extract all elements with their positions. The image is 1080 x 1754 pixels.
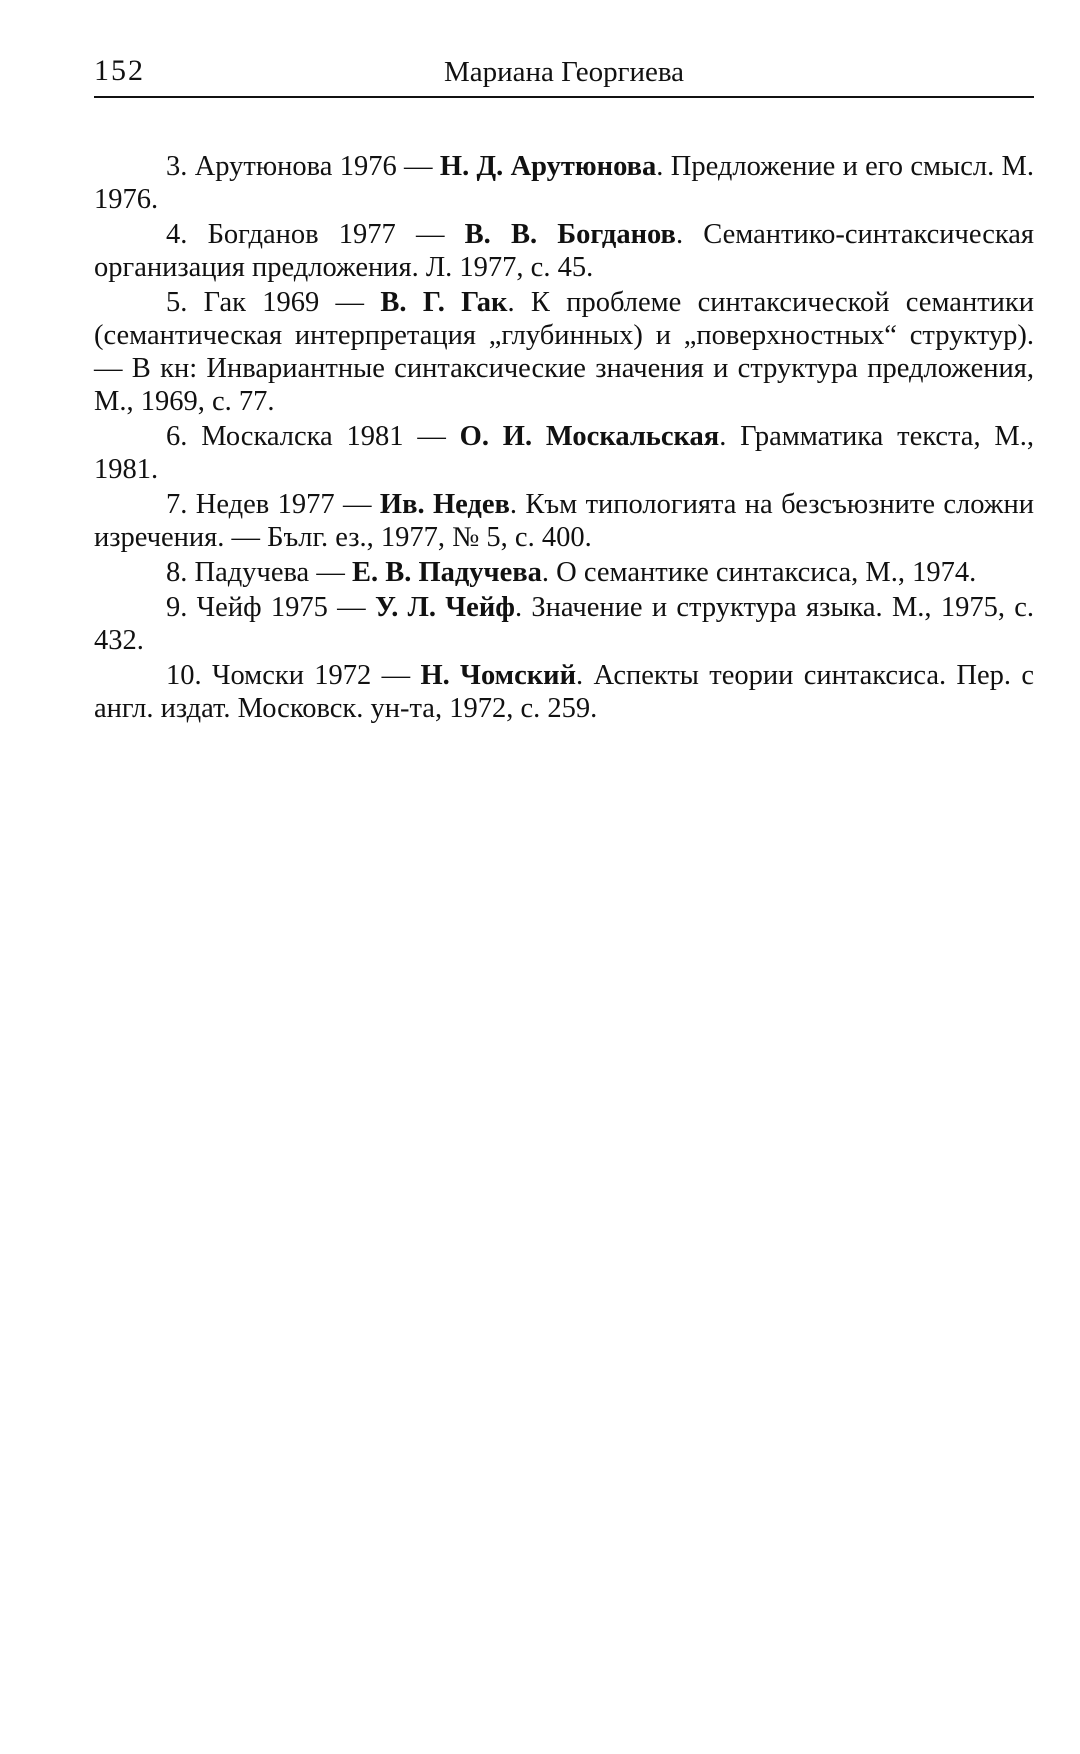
reference-details: . Семантико-синтаксическая организация предложения. Л. 1977, с. 45. (94, 219, 1035, 283)
reference-item (94, 659, 1034, 725)
reference-author: В. Г. Гак (380, 287, 508, 318)
reference-item (94, 420, 1034, 486)
reference-lead: 10. Чомски 1972 — (166, 660, 411, 691)
running-header (94, 54, 1034, 98)
page-number: 152 (94, 54, 145, 87)
reference-author: Н. Чомский (420, 660, 576, 691)
reference-details: . Аспекты теории синтаксиса. Пер. с англ. издат. Московск. ун-та, 1972, с. 259. (94, 660, 1035, 724)
reference-list (94, 150, 1034, 725)
reference-author: Е. В. Падучева (351, 557, 542, 588)
reference-lead: 4. Богданов 1977 — (166, 219, 445, 250)
reference-item (94, 556, 1034, 589)
reference-details: . К проблеме синтаксической семантики (семантическая интерпретация „глубинных) и „поверхностных“ структур). — В кн: Инвариантные синтаксические значения и структура предложения, М., 1969, с. 77. (94, 287, 1035, 417)
reference-author: В. В. Богданов (464, 219, 676, 250)
reference-details: . Предложение и его смысл. М. 1976. (94, 151, 1035, 215)
reference-details: . Грамматика текста, М., 1981. (94, 421, 1035, 485)
reference-lead: 6. Москалска 1981 — (166, 421, 446, 452)
reference-lead: 7. Недев 1977 — (166, 489, 372, 520)
reference-author: Н. Д. Арутюнова (439, 151, 657, 182)
reference-details: . Значение и структура языка. М., 1975, с. 432. (94, 592, 1035, 656)
reference-lead: 3. Арутюнова 1976 — (166, 151, 433, 182)
document-page (94, 54, 1034, 727)
reference-details: . Към типологията на безсъюзните сложни изречения. — Бълг. ез., 1977, № 5, с. 400. (94, 489, 1034, 553)
reference-details: . О семантике синтаксиса, М., 1974. (541, 557, 977, 588)
reference-item (94, 488, 1034, 554)
reference-item (94, 591, 1034, 657)
running-title: Мариана Георгиева (443, 56, 685, 88)
reference-item (94, 286, 1034, 418)
reference-lead: 8. Падучева — (166, 557, 345, 588)
reference-author: Ив. Недев (379, 489, 510, 520)
reference-item (94, 150, 1034, 216)
reference-author: О. И. Москальская (459, 421, 720, 452)
reference-lead: 5. Гак 1969 — (166, 287, 365, 318)
reference-lead: 9. Чейф 1975 — (166, 592, 366, 623)
reference-author: У. Л. Чейф (374, 592, 515, 623)
reference-item (94, 218, 1034, 284)
